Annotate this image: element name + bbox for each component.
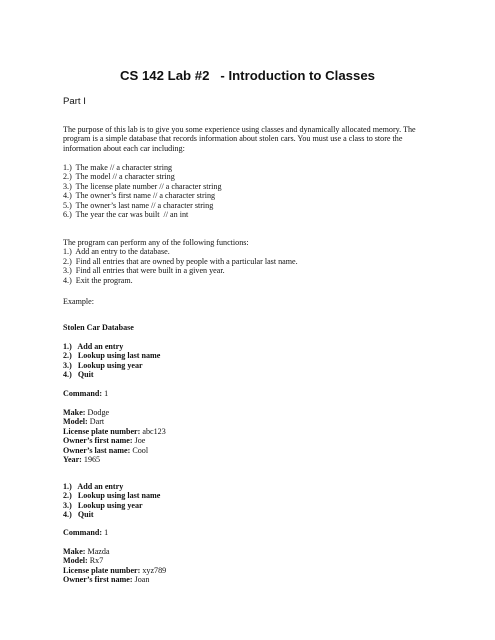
- field-plate: License plate number: xyz789: [63, 565, 167, 575]
- section-heading-part-1: Part I: [63, 96, 86, 107]
- list-item: 5.) The owner’s last name // a character string: [63, 200, 214, 210]
- menu-item: 1.) Add an entry: [63, 482, 124, 491]
- menu-item: 2.) Lookup using last name: [63, 351, 161, 361]
- menu-item: 1.) Add an entry: [63, 342, 124, 351]
- field-model: Model: Dart: [63, 417, 105, 427]
- intro-paragraph: The purpose of this lab is to give you some experience using classes and dynamically allocated memory. The program is a simple database that records information about stolen cars. You must use a class to store the information about each car including:: [63, 125, 416, 153]
- entry-2: [63, 547, 443, 585]
- command-line-1: Command: 1: [63, 389, 109, 398]
- list-item: 2.) Find all entries that are owned by people with a particular last name.: [63, 256, 298, 266]
- list-item: 3.) The license plate number // a character string: [63, 181, 222, 191]
- field-make: Make: Mazda: [63, 547, 110, 556]
- command-line-2: Command: 1: [63, 528, 109, 537]
- list-item: 4.) The owner’s first name // a character string: [63, 191, 216, 201]
- list-item: 1.) The make // a character string: [63, 163, 173, 172]
- example-label: Example:: [63, 297, 95, 306]
- page-title: CS 142 Lab #2 - Introduction to Classes: [119, 68, 376, 83]
- menu-item: 3.) Lookup using year: [63, 360, 143, 370]
- menu-item: 2.) Lookup using last name: [63, 491, 161, 501]
- list-item: 2.) The model // a character string: [63, 172, 175, 182]
- menu-item: 4.) Quit: [63, 370, 94, 380]
- field-make: Make: Dodge: [63, 408, 110, 417]
- field-last-name: Owner’s last name: Cool: [63, 445, 149, 455]
- field-plate: License plate number: abc123: [63, 426, 166, 436]
- functions-intro: The program can perform any of the following functions:: [63, 238, 249, 247]
- field-first-name: Owner’s first name: Joe: [63, 436, 146, 446]
- db-title: Stolen Car Database: [63, 323, 134, 332]
- field-first-name: Owner’s first name: Joan: [63, 575, 150, 585]
- list-item: 1.) Add an entry to the database.: [63, 247, 170, 257]
- menu-list-1: [63, 342, 443, 380]
- list-item: 4.) Exit the program.: [63, 275, 133, 285]
- car-fields-list: [63, 163, 443, 219]
- functions-section: [63, 238, 443, 285]
- entry-1: [63, 408, 443, 464]
- field-model: Model: Rx7: [63, 556, 104, 566]
- list-item: 6.) The year the car was built // an int: [63, 210, 189, 220]
- menu-item: 3.) Lookup using year: [63, 500, 143, 510]
- menu-list-2: [63, 482, 443, 520]
- list-item: 3.) Find all entries that were built in a given year.: [63, 266, 225, 276]
- field-year: Year: 1965: [63, 455, 101, 465]
- menu-item: 4.) Quit: [63, 510, 94, 520]
